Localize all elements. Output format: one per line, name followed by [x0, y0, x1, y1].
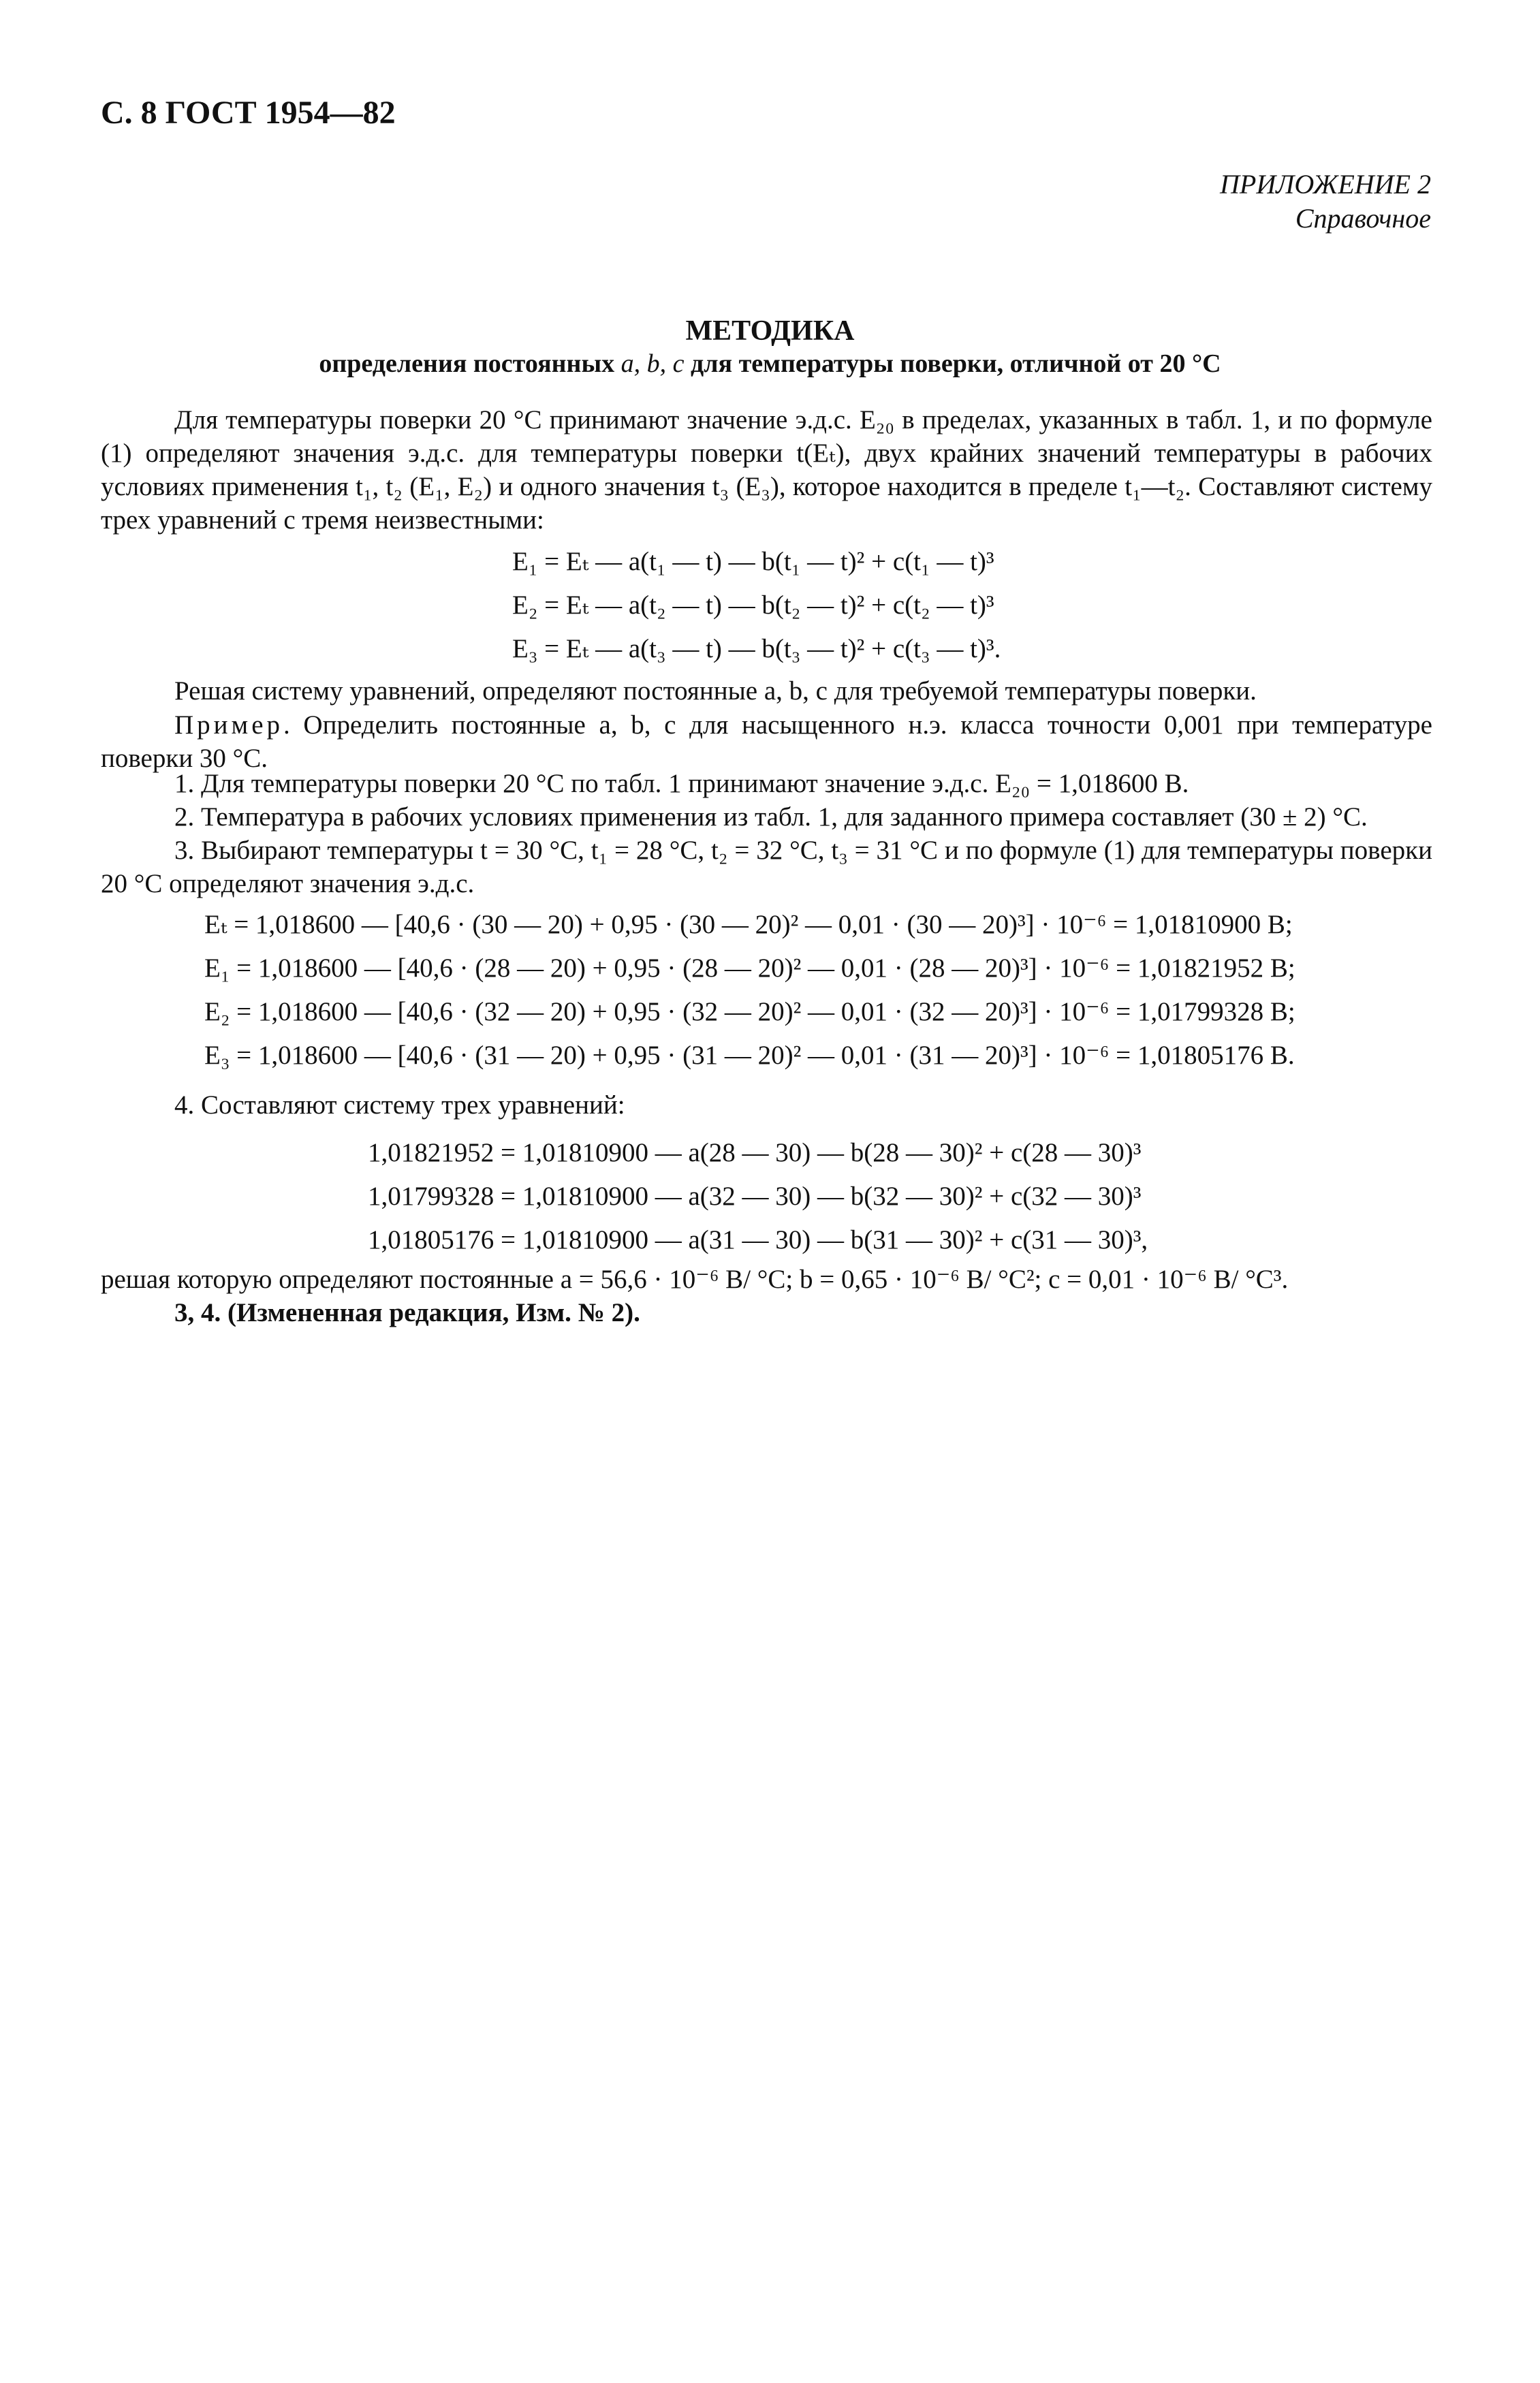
appendix-label — [1220, 168, 1431, 236]
page-header: С. 8 ГОСТ 1954—82 — [101, 95, 396, 131]
intro-paragraph: Для температуры поверки 20 °С принимают значение э.д.с. E₂₀ в пределах, указанных в табл. 1, и по формуле (1) определяют значения э.д.с. для температуры поверки t(Eₜ), двух крайних значений температуры в рабочих условиях применения t₁, t₂ (E₁, E₂) и одного значения t₃ (E₃), которое находится в пределе t₁—t₂. Составляют систему трех уравнений с тремя неизвестными: — [101, 405, 1432, 535]
solve-paragraph: Решая систему уравнений, определяют постоянные a, b, c для требуемой температуры поверки. — [174, 676, 1257, 706]
step-1: 1. Для температуры поверки 20 °С по табл. 1 принимают значение э.д.с. E₂₀ = 1,018600 В. — [174, 769, 1189, 798]
calc-line-e3: E₃ = 1,018600 — [40,6 · (31 — 20) + 0,95 · (31 — 20)² — 0,01 · (31 — 20)³] · 10⁻⁶ = 1,01805176 В. — [204, 1041, 1295, 1070]
step-4: 4. Составляют систему трех уравнений: — [174, 1090, 625, 1120]
numeric-equation-1: 1,01821952 = 1,01810900 — a(28 — 30) — b(28 — 30)² + c(28 — 30)³ — [368, 1138, 1142, 1167]
system-equation-2: E₂ = Eₜ — a(t₂ — t) — b(t₂ — t)² + c(t₂ — t)³ — [512, 590, 994, 620]
calc-line-e2: E₂ = 1,018600 — [40,6 · (32 — 20) + 0,95 · (32 — 20)² — 0,01 · (32 — 20)³] · 10⁻⁶ = 1,01799328 В; — [204, 997, 1295, 1026]
result-paragraph: решая которую определяют постоянные a = 56,6 · 10⁻⁶ В/ °С; b = 0,65 · 10⁻⁶ В/ °С²; c = 0,01 · 10⁻⁶ В/ °С³. — [101, 1265, 1289, 1294]
system-equation-1: E₁ = Eₜ — a(t₁ — t) — b(t₁ — t)² + c(t₁ — t)³ — [512, 547, 994, 576]
system-equation-3: E₃ = Eₜ — a(t₃ — t) — b(t₃ — t)² + c(t₃ — t)³. — [512, 634, 1001, 663]
document-subtitle: определения постоянных a, b, c для температуры поверки, отличной от 20 °С — [319, 349, 1221, 378]
calc-line-et: Eₜ = 1,018600 — [40,6 · (30 — 20) + 0,95 · (30 — 20)² — 0,01 · (30 — 20)³] · 10⁻⁶ = 1,01810900 В; — [204, 910, 1293, 939]
appendix-kind: Справочное — [1295, 203, 1431, 234]
numeric-equation-2: 1,01799328 = 1,01810900 — a(32 — 30) — b(32 — 30)² + c(32 — 30)³ — [368, 1182, 1142, 1211]
calc-line-e1: E₁ = 1,018600 — [40,6 · (28 — 20) + 0,95 · (28 — 20)² — 0,01 · (28 — 20)³] · 10⁻⁶ = 1,01821952 В; — [204, 953, 1295, 983]
step-2: 2. Температура в рабочих условиях применения из табл. 1, для заданного примера составляет (30 ± 2) °С. — [174, 802, 1368, 832]
step-3: 3. Выбирают температуры t = 30 °С, t₁ = 28 °С, t₂ = 32 °С, t₃ = 31 °С и по формуле (1) для температуры поверки 20 °С определяют значения э.д.с. — [101, 836, 1432, 898]
amendment-note: 3, 4. (Измененная редакция, Изм. № 2). — [174, 1298, 640, 1327]
example-paragraph: Пример. Определить постоянные a, b, c для насыщенного н.э. класса точности 0,001 при температуре поверки 30 °С. — [101, 710, 1432, 773]
document-title: МЕТОДИКА — [685, 315, 855, 347]
numeric-equation-3: 1,01805176 = 1,01810900 — a(31 — 30) — b(31 — 30)² + c(31 — 30)³, — [368, 1225, 1148, 1254]
appendix-title: ПРИЛОЖЕНИЕ 2 — [1220, 169, 1431, 200]
